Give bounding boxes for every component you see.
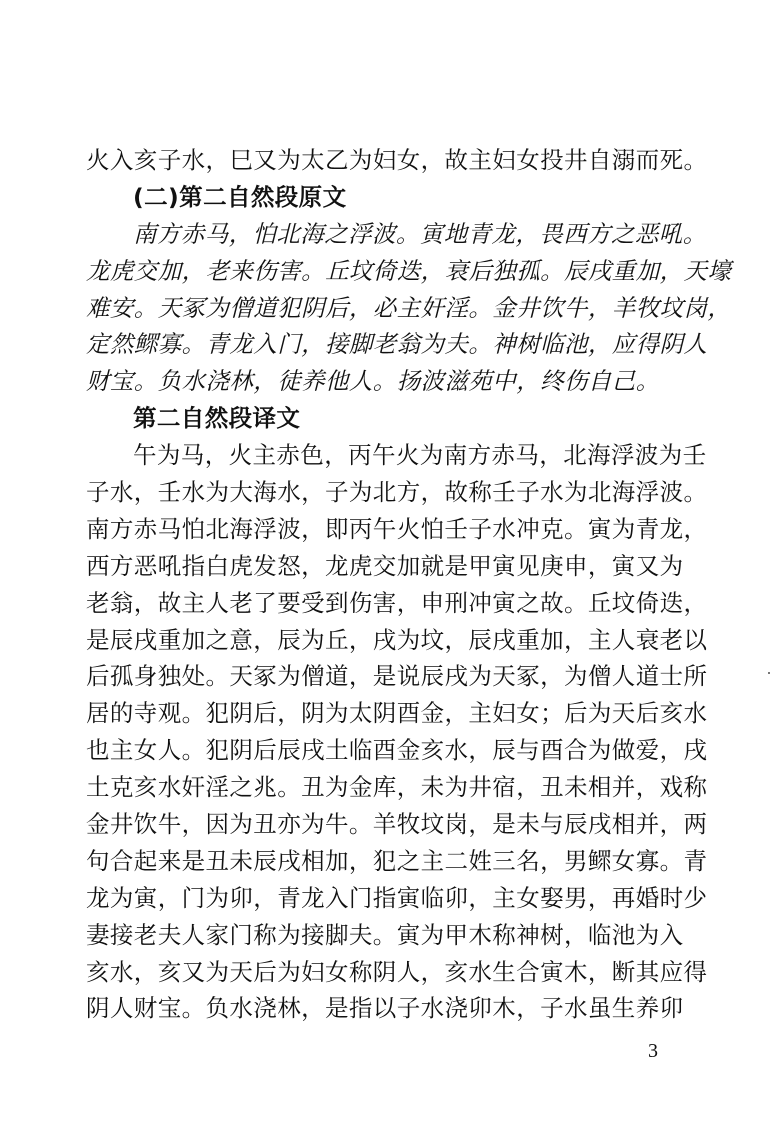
original-line: 龙虎交加，老来伤害。丘坟倚迭，衰后独孤。辰戌重加，天壕 — [86, 256, 732, 285]
opening-line: 火入亥子水，巳又为太乙为妇女，故主妇女投井自溺而死。 — [86, 146, 708, 174]
translation-line: 西方恶吼指白虎发怒，龙虎交加就是甲寅见庚申，寅又为 — [86, 551, 684, 580]
translation-line: 午为马，火主赤色，丙午火为南方赤马，北海浮波为壬 — [133, 441, 707, 470]
translation-line: 居的寺观。犯阴后，阴为太阴酉金，主妇女；后为天后亥水 — [86, 699, 708, 728]
translation-line: 亥水，亥又为天后为妇女称阴人，亥水生合寅木，断其应得 — [86, 957, 708, 986]
section-heading-original: (二)第二自然段原文 — [133, 182, 347, 211]
translation-line: 也主女人。犯阴后辰戌土临酉金亥水，辰与酉合为做爱，戌 — [86, 736, 708, 765]
translation-line: 阴人财宝。负水浇林，是指以子水浇卯木，子水虽生养卯 — [86, 994, 684, 1023]
translation-line: 妻接老夫人家门称为接脚夫。寅为甲木称神树，临池为入 — [86, 920, 684, 949]
page-number: 3 — [648, 1040, 658, 1062]
translation-line: 句合起来是丑未辰戌相加，犯之主二姓三名，男鳏女寡。青 — [86, 846, 708, 875]
section-heading-translation: 第二自然段译文 — [133, 404, 301, 433]
translation-line: 金井饮牛，因为丑亦为牛。羊牧坟岗，是未与辰戌相并，两 — [86, 810, 708, 839]
translation-line: 子水，壬水为大海水，子为北方，故称壬子水为北海浮波。 — [86, 478, 708, 507]
translation-line: 土克亥水奸淫之兆。丑为金库，未为井宿，丑未相并，戏称 — [86, 773, 708, 802]
translation-line: 是辰戌重加之意，辰为丘，戌为坟，辰戌重加，主人衰老以 — [86, 625, 708, 654]
scan-speck — [768, 672, 770, 674]
original-line: 难安。天冢为僧道犯阴后，必主奸淫。金井饮牛，羊牧坟岗， — [86, 293, 732, 322]
original-line: 财宝。负水浇林，徒养他人。扬波滋苑中，终伤自己。 — [86, 367, 660, 396]
body-text — [86, 142, 732, 1027]
original-line: 南方赤马，怕北海之浮波。寅地青龙，畏西方之恶吼。 — [133, 219, 707, 248]
original-line: 定然鳏寡。青龙入门，接脚老翁为夫。神树临池，应得阴人 — [86, 330, 708, 359]
translation-line: 龙为寅，门为卯，青龙入门指寅临卯，主女娶男，再婚时少 — [86, 883, 708, 912]
translation-line: 南方赤马怕北海浮波，即丙午火怕壬子水冲克。寅为青龙， — [86, 514, 708, 543]
translation-line: 后孤身独处。天冢为僧道，是说辰戌为天冢，为僧人道士所 — [86, 662, 708, 691]
translation-line: 老翁，故主人老了要受到伤害，申刑冲寅之故。丘坟倚迭， — [86, 588, 708, 617]
